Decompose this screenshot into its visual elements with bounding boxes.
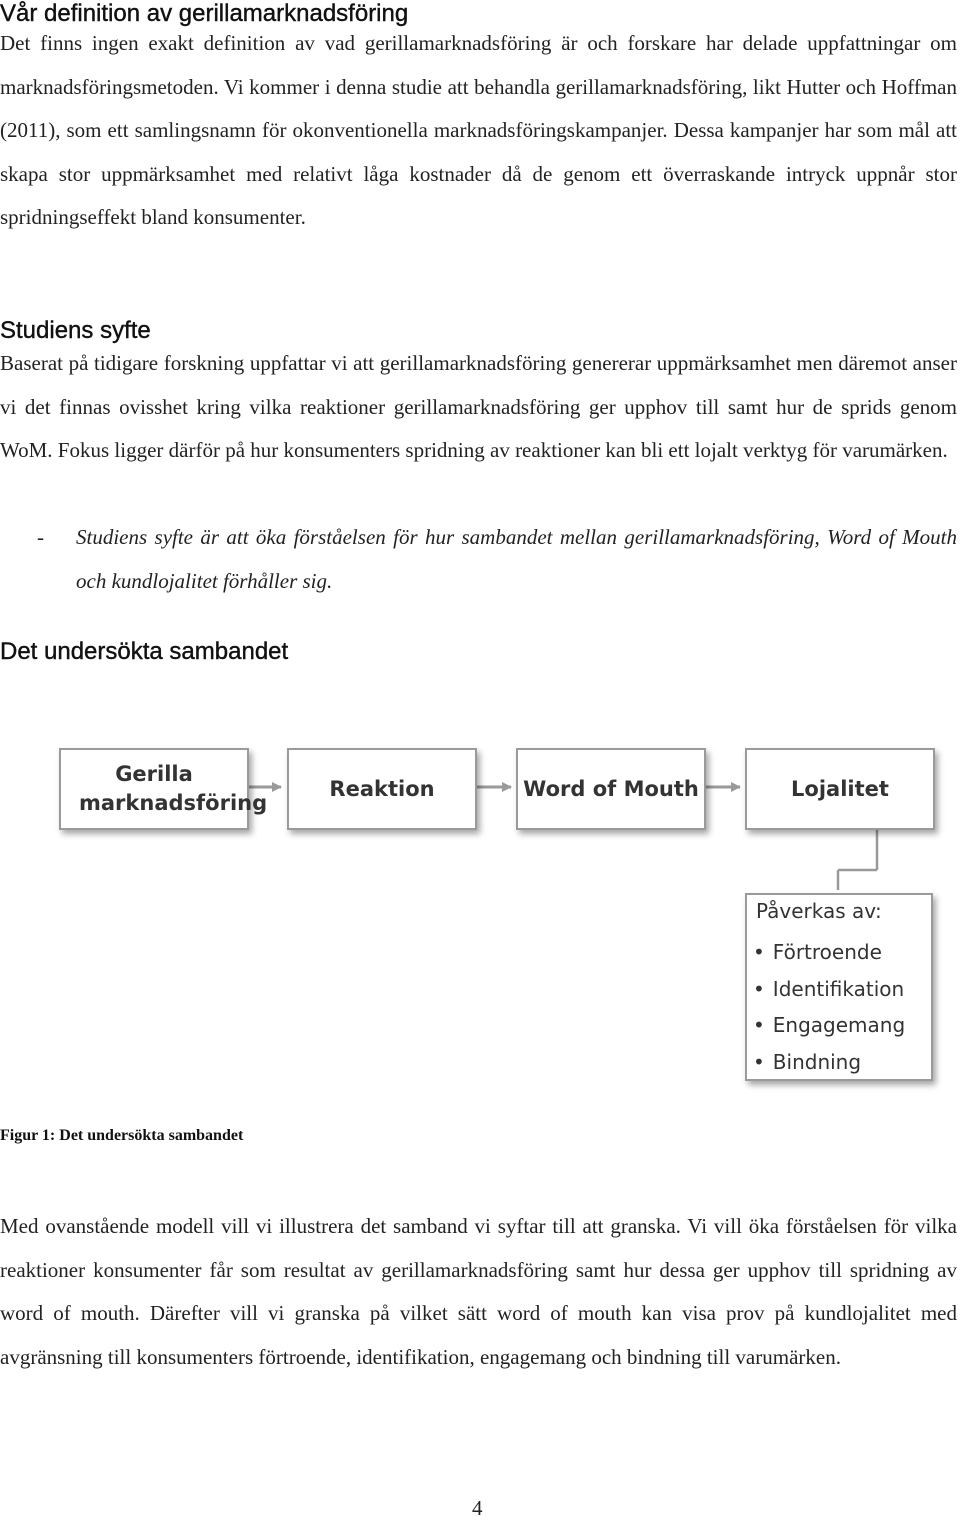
box-reaktion-label: Reaktion [329, 776, 435, 801]
figure-caption: Figur 1: Det undersökta sambandet [0, 1127, 244, 1144]
section-heading-relationship: Det undersökta sambandet [0, 638, 289, 665]
page-number: 4 [472, 1496, 483, 1520]
influence-item: • Engagemang [753, 1007, 905, 1044]
box-gerilla-marknadsforing [59, 748, 268, 830]
bullet-dash: - [37, 525, 44, 549]
purpose-paragraph: Baserat på tidigare forskning uppfattar vi att gerillamarknadsföring genererar uppmärksamhet men däremot anser vi det finnas ovisshet kring vilka reaktioner gerillamarknadsföring ger upphov till samt hur de sprids genom WoM. Fokus ligger därför på hur konsumenters spridning av reaktioner kan bli ett lojalt verktyg för varumärken. [0, 351, 957, 462]
box-lojalitet [745, 748, 935, 830]
purpose-statement: Studiens syfte är att öka förståelsen för hur sambandet mellan gerillamarknadsföring, Word of Mouth och kundlojalitet förhåller sig. [76, 525, 957, 593]
section-heading-purpose: Studiens syfte [0, 317, 151, 344]
influence-title: Påverkas av: [756, 899, 882, 923]
influence-item: • Identifikation [753, 971, 905, 1008]
box-wom-label: Word of Mouth [523, 776, 699, 801]
box-word-of-mouth [516, 748, 706, 830]
section-heading-definition: Vår definition av gerillamarknadsföring [0, 0, 409, 27]
definition-paragraph: Det finns ingen exakt definition av vad gerillamarknadsföring är och forskare har delade uppfattningar om marknadsföringsmetoden. Vi kommer i denna studie att behandla gerillamarknadsföring, likt Hutter och Hoffman (2011), som ett samlingsnamn för okonventionella marknadsföringskampanjer. Dessa kampanjer har som mål att skapa stor uppmärksamhet med relativt låga kostnader då de genom ett överraskande intryck uppnår stor spridningseffekt bland konsumenter. [0, 31, 957, 229]
influence-item: • Förtroende [753, 934, 905, 971]
closing-paragraph: Med ovanstående modell vill vi illustrera det samband vi syftar till att granska. Vi vill öka förståelsen för vilka reaktioner konsumenter får som resultat av gerillamarknadsföring samt hur dessa ger upphov till spridning av word of mouth. Därefter vill vi granska på vilket sätt word of mouth kan visa prov på kundlojalitet med avgränsning till konsumenters förtroende, identifikation, engagemang och bindning till varumärken. [0, 1214, 957, 1369]
influence-list [753, 934, 905, 1080]
box-lojalitet-label: Lojalitet [791, 776, 889, 801]
influence-box [745, 893, 933, 1081]
box-gerilla-label: Gerilla marknadsföring [79, 762, 268, 815]
box-reaktion [287, 748, 477, 830]
influence-item: • Bindning [753, 1044, 905, 1081]
relationship-diagram [0, 700, 960, 1100]
